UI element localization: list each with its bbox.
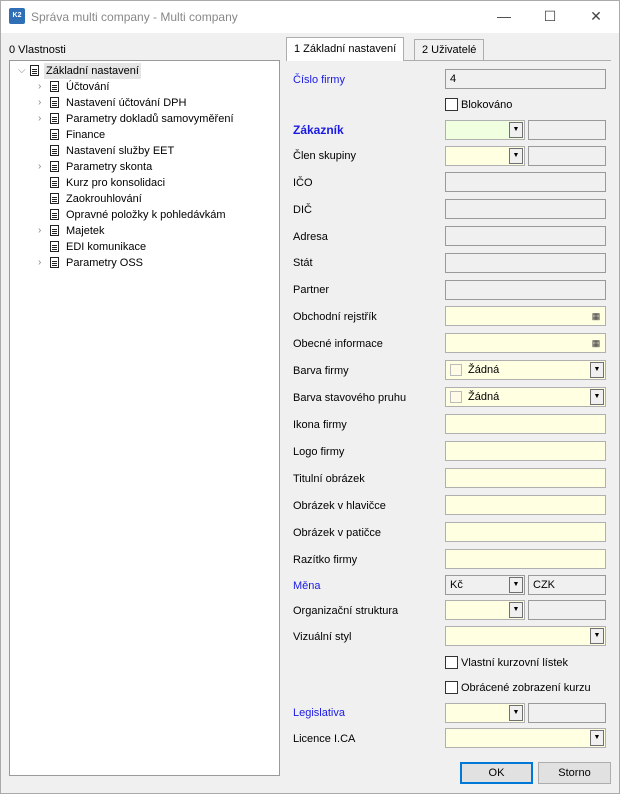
obracene-zobrazeni-label: Obrácené zobrazení kurzu	[461, 682, 591, 694]
label-org-struktura: Organizační struktura	[293, 605, 399, 617]
label-barva-pruhu: Barva stavového pruhu	[293, 392, 407, 404]
dialog-client	[1, 33, 619, 793]
label-ico: IČO	[293, 177, 313, 189]
label-adresa: Adresa	[293, 231, 328, 243]
label-obchodni-rejstrik: Obchodní rejstřík	[293, 311, 377, 323]
collapse-icon[interactable]: ⌵	[18, 65, 26, 76]
label-legislativa: Legislativa	[293, 707, 345, 719]
tab-users[interactable]: 2 Uživatelé	[414, 39, 484, 60]
tree-item-label: Finance	[66, 129, 106, 141]
tree-item-label: Kurz pro konsolidaci	[66, 177, 166, 189]
tree-item-label: Parametry dokladů samovyměření	[66, 113, 234, 125]
document-icon	[50, 257, 59, 268]
tree-item-label: Parametry OSS	[66, 257, 144, 269]
properties-label: 0 Vlastnosti	[9, 44, 66, 56]
obracene-zobrazeni-checkbox[interactable]	[445, 681, 458, 694]
legislativa-name-field	[528, 703, 606, 723]
expand-icon[interactable]: ›	[38, 161, 42, 172]
partner-field	[445, 280, 606, 300]
vlastni-kurzovni-label: Vlastní kurzovní lístek	[461, 657, 568, 669]
obchodni-rejstrik-field[interactable]	[445, 306, 606, 326]
document-icon	[50, 225, 59, 236]
calendar-icon[interactable]: ▦	[591, 338, 601, 348]
logo-firmy-field[interactable]	[445, 441, 606, 461]
org-struktura-select[interactable]	[445, 600, 525, 620]
expand-icon[interactable]: ›	[38, 113, 42, 124]
label-clen-skupiny: Člen skupiny	[293, 150, 356, 162]
ikona-firmy-field[interactable]	[445, 414, 606, 434]
minimize-button[interactable]: —	[497, 8, 511, 24]
document-icon	[50, 161, 59, 172]
label-dic: DIČ	[293, 204, 312, 216]
tree-item-label: EDI komunikace	[66, 241, 147, 253]
color-swatch	[450, 364, 462, 376]
label-obrazek-paticce: Obrázek v patičce	[293, 527, 382, 539]
tree-item-label: Opravné položky k pohledávkám	[66, 209, 226, 221]
barva-pruhu-select[interactable]: Žádná ▼	[445, 387, 606, 407]
tree-item-label: Účtování	[66, 81, 110, 93]
label-licence: Licence I.CA	[293, 733, 356, 745]
label-vizualni-styl: Vizuální styl	[293, 631, 352, 643]
mena-code-field: CZK	[528, 575, 606, 595]
razitko-firmy-field[interactable]	[445, 549, 606, 569]
app-icon: K2	[9, 8, 25, 24]
maximize-button[interactable]: ☐	[543, 8, 557, 24]
mena-select[interactable]: Kč ▼	[445, 575, 525, 595]
label-obrazek-hlavicce: Obrázek v hlavičce	[293, 500, 386, 512]
label-ikona-firmy: Ikona firmy	[293, 419, 347, 431]
expand-icon[interactable]: ›	[38, 97, 42, 108]
expand-icon[interactable]: ›	[38, 257, 42, 268]
expand-icon[interactable]: ›	[38, 81, 42, 92]
label-logo-firmy: Logo firmy	[293, 446, 345, 458]
licence-select[interactable]	[445, 728, 606, 748]
title-bar	[1, 1, 619, 33]
document-icon	[50, 113, 59, 124]
calendar-icon[interactable]: ▦	[591, 311, 601, 321]
document-icon	[50, 81, 59, 92]
tab-basic-settings[interactable]: 1 Základní nastavení	[286, 37, 404, 61]
document-icon	[50, 209, 59, 220]
obrazek-paticce-field[interactable]	[445, 522, 606, 542]
close-button[interactable]: ✕	[590, 8, 602, 24]
properties-tree[interactable]	[9, 60, 280, 776]
vizualni-styl-select[interactable]	[445, 626, 606, 646]
zakaznik-name-field	[528, 120, 606, 140]
label-razitko-firmy: Razítko firmy	[293, 554, 358, 566]
label-mena: Měna	[293, 580, 321, 592]
dropdown-icon[interactable]: ▼	[509, 705, 523, 721]
blokovano-label: Blokováno	[461, 99, 513, 111]
ico-field	[445, 172, 606, 192]
dropdown-icon[interactable]: ▼	[509, 122, 523, 138]
document-icon	[50, 241, 59, 252]
color-swatch	[450, 391, 462, 403]
dropdown-icon[interactable]: ▼	[509, 148, 523, 164]
dropdown-icon[interactable]: ▼	[590, 389, 604, 405]
zakaznik-select[interactable]	[445, 120, 525, 140]
dic-field	[445, 199, 606, 219]
tree-item-label: Nastavení služby EET	[66, 145, 175, 157]
dropdown-icon[interactable]: ▼	[590, 362, 604, 378]
label-stat: Stát	[293, 257, 313, 269]
expand-icon[interactable]: ›	[38, 225, 42, 236]
label-cislo-firmy: Číslo firmy	[293, 74, 345, 86]
tree-item-label: Základní nastavení	[46, 65, 139, 77]
document-icon	[50, 177, 59, 188]
document-icon	[30, 65, 39, 76]
vlastni-kurzovni-checkbox[interactable]	[445, 656, 458, 669]
label-obecne-informace: Obecné informace	[293, 338, 383, 350]
stat-field	[445, 253, 606, 273]
barva-firmy-select[interactable]: Žádná ▼	[445, 360, 606, 380]
label-barva-firmy: Barva firmy	[293, 365, 349, 377]
document-icon	[50, 145, 59, 156]
label-partner: Partner	[293, 284, 330, 296]
document-icon	[50, 129, 59, 140]
cislo-firmy-field[interactable]: 4	[445, 69, 606, 89]
legislativa-select[interactable]	[445, 703, 525, 723]
cancel-button[interactable]: Storno	[538, 762, 611, 784]
dropdown-icon[interactable]: ▼	[590, 628, 604, 644]
document-icon	[50, 193, 59, 204]
blokovano-checkbox[interactable]	[445, 98, 458, 111]
tree-item-label: Nastavení účtování DPH	[66, 97, 187, 109]
tree-item-label: Parametry skonta	[66, 161, 153, 173]
titulni-obrazek-field[interactable]	[445, 468, 606, 488]
obecne-informace-field[interactable]	[445, 333, 606, 353]
ok-button[interactable]: OK	[460, 762, 533, 784]
clen-skupiny-select[interactable]	[445, 146, 525, 166]
clen-skupiny-name-field	[528, 146, 606, 166]
dropdown-icon[interactable]: ▼	[509, 577, 523, 593]
obrazek-hlavicce-field[interactable]	[445, 495, 606, 515]
label-zakaznik: Zákazník	[293, 123, 344, 137]
org-struktura-name-field	[528, 600, 606, 620]
tree-item-root[interactable]	[18, 63, 268, 79]
tree-item-label: Zaokrouhlování	[66, 193, 142, 205]
label-titulni-obrazek: Titulní obrázek	[293, 473, 365, 485]
adresa-field	[445, 226, 606, 246]
document-icon	[50, 97, 59, 108]
tree-item-label: Majetek	[66, 225, 105, 237]
window-title: Správa multi company - Multi company	[31, 10, 238, 24]
dropdown-icon[interactable]: ▼	[509, 602, 523, 618]
dropdown-icon[interactable]: ▼	[590, 730, 604, 746]
